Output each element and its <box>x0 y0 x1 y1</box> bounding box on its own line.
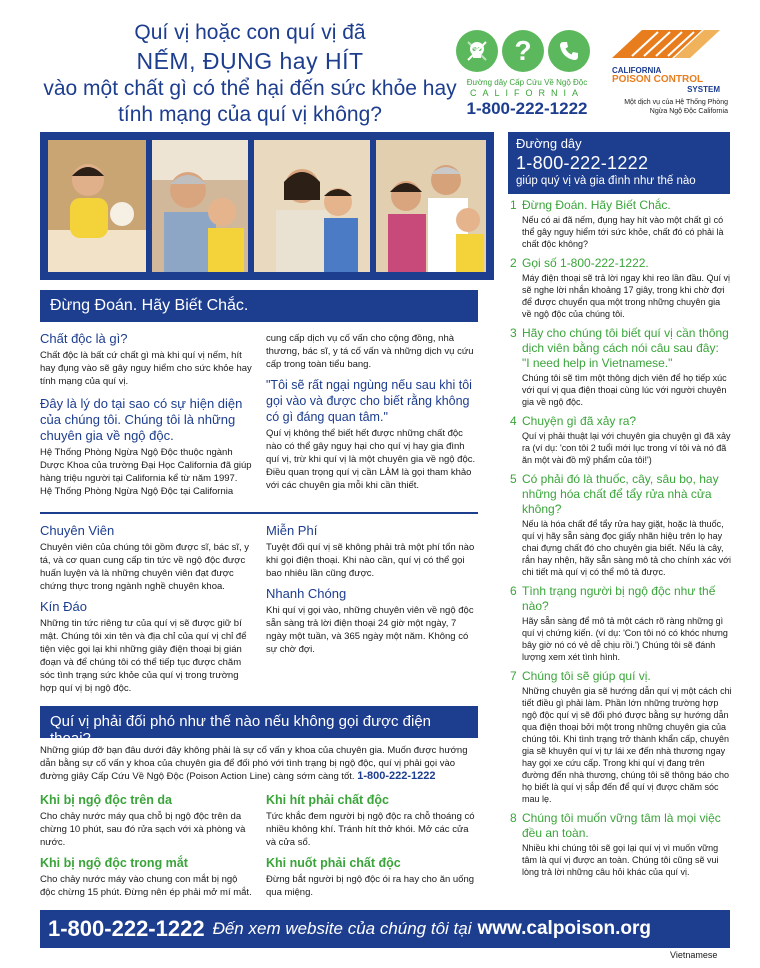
step-body: Hãy sẵn sàng để mô tả một cách rõ ràng những gì quí vị chứng kiến. (ví dụ: 'Con tôi nó có khóc nhưng bây giờ nó có vẻ dễ chịu rồi.') Chúng tôi sẽ đánh lượng xem xét tình hình. <box>522 616 728 662</box>
skin-body: Cho chảy nước máy qua chỗ bị ngộ độc trên da chừng 10 phút, sau đó rửa sạch với xà phòng và nước. <box>40 811 246 848</box>
no-phone-intro-text: Những giúp đỡ bạn đâu dưới đây không phải là sự cố vấn y khoa của chuyên gia. Muốn được hướng dẫn bằng sự cố vấn y khoa của chuyên gia để đối phó với tình trạng bị ngộ độc, quí vị phải gọi vào đường giây Cấp Cứu Về Ngộ Độc (Poison Action Line) càng sớm càng tốt. <box>40 745 468 782</box>
step-number: 1 <box>510 198 517 212</box>
hotline-icons <box>456 30 596 74</box>
step-number: 5 <box>510 472 517 486</box>
step-body: Máy điện thoại sẽ trả lời ngay khi reo lần đầu. Quí vị sẽ nghe lời nhắn khoảng 17 giây, trong khi chờ đợi để được chuyển qua một trong những chuyên gia về ngộ độc của chúng tôi. <box>522 273 731 319</box>
step-title: Chuyện gì đã xảy ra? <box>522 414 637 428</box>
sidebar-phone[interactable]: 1-800-222-1222 <box>516 153 649 173</box>
headline <box>40 20 460 128</box>
private-heading: Kín Đáo <box>40 599 87 614</box>
pull-quote: "Tôi sẽ rất ngại ngùng nếu sau khi tôi gọi vào và được cho biết rằng không có gì đáng quan tâm." <box>266 378 472 424</box>
first-aid-right <box>266 786 478 899</box>
free-body: Tuyệt đối quí vị sẽ không phải trả một phí tổn nào khi gọi điện thoại. Khi nào cần, quí vị có thể gọi bao nhiêu lần cũng được. <box>266 542 475 579</box>
no-phone-intro-phone[interactable]: 1-800-222-1222 <box>357 770 436 782</box>
sidebar-header <box>508 132 730 194</box>
what-is-poison-heading: Chất độc là gì? <box>40 331 128 346</box>
section-divider <box>40 512 478 514</box>
experts-heading: Chuyên Viên <box>40 523 115 538</box>
photo-grandfather <box>152 140 248 272</box>
step-item <box>510 256 732 320</box>
logo-line-3: SYSTEM <box>687 85 720 94</box>
step-title: Tình trạng người bị ngộ độc như thế nào? <box>522 584 716 613</box>
swallow-heading: Khi nuốt phải chất độc <box>266 856 401 870</box>
step-body: Nếu có ai đã nếm, đụng hay hít vào một chất gì có thể gây nguy hiểm tới sức khỏe, chất đó có phải là chất độc không? <box>522 215 724 249</box>
sidebar-label: Đường dây <box>516 136 582 151</box>
steps-list <box>510 198 732 884</box>
services-continued: cung cấp dịch vụ cố vấn cho cộng đồng, nhà thương, bác sĩ, y tá cố vấn và những dịch vụ cứu cấp trong toàn tiểu bang. <box>266 333 474 370</box>
question-icon: ? <box>502 30 544 72</box>
what-is-poison-body: Chất độc là bất cứ chất gì mà khi quí vị nếm, hít hay đụng vào sẽ gây nguy hiểm cho sức khỏe hay tính mạng của quí vị. <box>40 350 252 387</box>
step-body: Chúng tôi sẽ tìm một thông dịch viên để họ tiếp xúc với quí vị qua điện thoại cùng lúc với người chuyên gia về ngộ độc. <box>522 373 727 407</box>
step-number: 3 <box>510 326 517 340</box>
step-number: 2 <box>510 256 517 270</box>
step-item <box>510 326 732 408</box>
step-title: Có phải đó là thuốc, cây, sâu bọ, hay những hóa chất để tẩy rửa nhà cửa không? <box>522 472 719 516</box>
headline-line-3: vào một chất gì có thể hại đến sức khỏe hay <box>43 77 457 100</box>
logo-line-2: POISON CONTROL <box>612 74 704 85</box>
california-map-icon <box>612 28 722 64</box>
hotline-caption: Đường dây Cấp Cứu Về Ngộ Độc <box>466 78 588 87</box>
sidebar-tagline: giúp quý vị và gia đình như thế nào <box>516 175 696 187</box>
step-title: Chúng tôi muốn vững tâm là mọi việc đều an toàn. <box>522 811 721 840</box>
fast-heading: Nhanh Chóng <box>266 586 347 601</box>
step-body: Quí vị phải thuật lại với chuyên gia chuyện gì đã xảy ra (ví dụ: 'con tôi 2 tuổi mới lục trong ví tôi và nó đã ăn một vài đồ mỹ phẩm của tôi!') <box>522 431 731 465</box>
step-item <box>510 811 732 878</box>
step-title: Đừng Đoán. Hãy Biết Chắc. <box>522 198 671 212</box>
logo-subtitle <box>612 98 728 116</box>
phone-icon <box>548 30 590 72</box>
services-section <box>266 330 478 492</box>
footer-phone[interactable]: 1-800-222-1222 <box>48 916 205 941</box>
inhale-heading: Khi hít phải chất độc <box>266 793 389 807</box>
step-title: Gọi số 1-800-222-1222. <box>522 256 649 270</box>
free-heading: Miễn Phí <box>266 523 318 538</box>
step-item <box>510 584 732 663</box>
footer-website-link[interactable]: www.calpoison.org <box>477 918 651 939</box>
step-title: Hãy cho chúng tôi biết quí vị cần thông dịch viên bằng cách nói câu sau đây: <box>522 326 729 355</box>
hotline-state: CALIFORNIA <box>469 88 584 98</box>
step-item <box>510 669 732 805</box>
step-quote: "I need help in Vietnamese." <box>522 356 673 370</box>
headline-line-4: tính mạng của quí vị không? <box>118 103 382 126</box>
photo-family <box>376 140 486 272</box>
banner-dont-guess: Đừng Đoán. Hãy Biết Chắc. <box>40 290 478 322</box>
step-item <box>510 198 732 250</box>
headline-line-1: Quí vị hoặc con quí vị đã <box>134 21 366 44</box>
eye-heading: Khi bị ngộ độc trong mắt <box>40 856 188 870</box>
pull-quote-body: Quí vị không thể biết hết được những chất độc nào có thể gây nguy hại cho quí vị hay gia đình quí vị, trừ khi quí vị là một chuyên gia về ngộ độc. Điều quan trọng quí vị cần LÀM là gọi tham khảo với các chuyên gia mỗi khi cần thiết. <box>266 428 476 491</box>
logo-subtitle-1: Một dịch vụ của Hệ Thống Phòng <box>624 99 728 106</box>
private-body: Những tin tức riêng tư của quí vị sẽ được giữ bí mật. Chúng tôi xin tên và địa chỉ của quí vị chỉ để tiện việc gọi lại khi những giây điện thoại bị gián đoạn và để chúng tôi có thể tiếp tục được chăm sóc tình trạng sức khỏe của quí vị trong trường hợp quí vị bị ngộ độc. <box>40 618 247 694</box>
footer-text: Đến xem website của chúng tôi tại <box>212 919 472 938</box>
photo-mother-child <box>254 140 370 272</box>
family-photo-strip <box>40 132 494 280</box>
step-number: 6 <box>510 584 517 598</box>
free-section <box>266 520 478 656</box>
step-body: Nếu là hóa chất để tẩy rửa hay giặt, hoặc là thuốc, quí vị hãy sẵn sàng đọc giấy nhãn hiệu trên lọ hay chai đựng chất đó cho chuyên gia biết. Nếu là cây, rắn hay nhện, hãy sẵn sàng mô tả cho chính xác với chi tiết mà quí vị có thể mô tả được. <box>522 519 732 577</box>
first-aid-left <box>40 786 252 899</box>
swallow-body: Đừng bắt người bị ngộ độc ói ra hay cho ăn uống qua miệng. <box>266 874 475 898</box>
step-item <box>510 414 732 466</box>
logo-line-1: CALIFORNIA <box>612 66 662 75</box>
step-body: Nhiều khi chúng tôi sẽ gọi lại quí vị vì muốn vững tâm là quí vị được an toàn. Chúng tôi cũng sẽ vui lòng trả lời những câu hỏi khác của quí vị. <box>522 843 719 877</box>
inhale-body: Tức khắc đem người bị ngộ độc ra chỗ thoáng có nhiều không khí. Tránh hít thở khói. Mở các cửa và cửa sổ. <box>266 811 475 848</box>
why-we-exist-heading: Đây là lý do tại sao có sự hiện diện của chúng tôi. Chúng tôi là những chuyên gia về ngộ độc. <box>40 396 243 443</box>
step-title: Chúng tôi sẽ giúp quí vị. <box>522 669 651 683</box>
poison-control-logo <box>612 28 732 116</box>
eye-body: Cho chảy nước máy vào chung con mắt bị ngộ độc chừng 15 phút. Đừng nên ép phải mở mí mắt. <box>40 874 252 898</box>
photo-child-1 <box>48 140 146 272</box>
no-phone-intro <box>40 744 478 783</box>
skin-heading: Khi bị ngộ độc trên da <box>40 793 172 807</box>
step-number: 8 <box>510 811 517 825</box>
fast-body: Khi quí vị gọi vào, những chuyên viên về ngộ độc sẵn sàng trả lời điện thoại 24 giờ một ngày, 7 ngày một tuần, và 365 ngày một năm. Không có sự chờ đợi. <box>266 605 474 655</box>
banner-no-phone: Quí vị phải đối phó như thế nào nếu không gọi được điện thoại? <box>40 706 478 738</box>
step-item <box>510 472 732 578</box>
hotline-phone[interactable]: 1-800-222-1222 <box>466 99 588 118</box>
step-number: 7 <box>510 669 517 683</box>
step-number: 4 <box>510 414 517 428</box>
headline-line-2: NẾM, ĐỤNG hay HÍT <box>136 48 364 74</box>
what-is-poison-section <box>40 328 252 498</box>
language-label: Vietnamese <box>670 950 718 960</box>
hotline-badge <box>452 78 602 119</box>
why-we-exist-body: Hệ Thống Phòng Ngừa Ngộ Độc thuộc ngành Dược Khoa của trường Đại Học California đã giúp hàng triệu người tại California kể từ năm 1997. Hệ Thống Phòng Ngừa Ngộ Độc tại California <box>40 447 252 497</box>
logo-subtitle-2: Ngừa Ngộ Độc California <box>649 108 728 115</box>
skull-icon <box>456 30 498 72</box>
step-body: Những chuyên gia sẽ hướng dẫn quí vị một cách chi tiết điều gì phải làm. Phần lớn những trường hợp ngộ độc quí vị sẽ đối phó được bằng sự hướng dẫn qua điện thoại bởi một trong những chuyên gia của chúng tôi. Khi tình trạng trở thành khẩn cấp, chuyên gia sẽ khuyên quí vị tự lái xe đến nhà thương ngay hay gọi xe cứu cấp. Trong khi quí vị đang trên đường đến nhà thương, chúng tôi sẽ thông báo cho họ biết là quí vị sắp đến để quí vị được chăm sóc mau lẹ. <box>522 686 732 804</box>
experts-section <box>40 520 252 695</box>
footer-bar <box>40 910 730 948</box>
experts-body: Chuyên viên của chúng tôi gồm được sĩ, bác sĩ, y tá, và cơ quan cung cấp tin tức về ngộ độc được huấn luyện và là những chuyên viên đạt được chứng thực trong ngành nghề chuyên khoa. <box>40 542 250 592</box>
